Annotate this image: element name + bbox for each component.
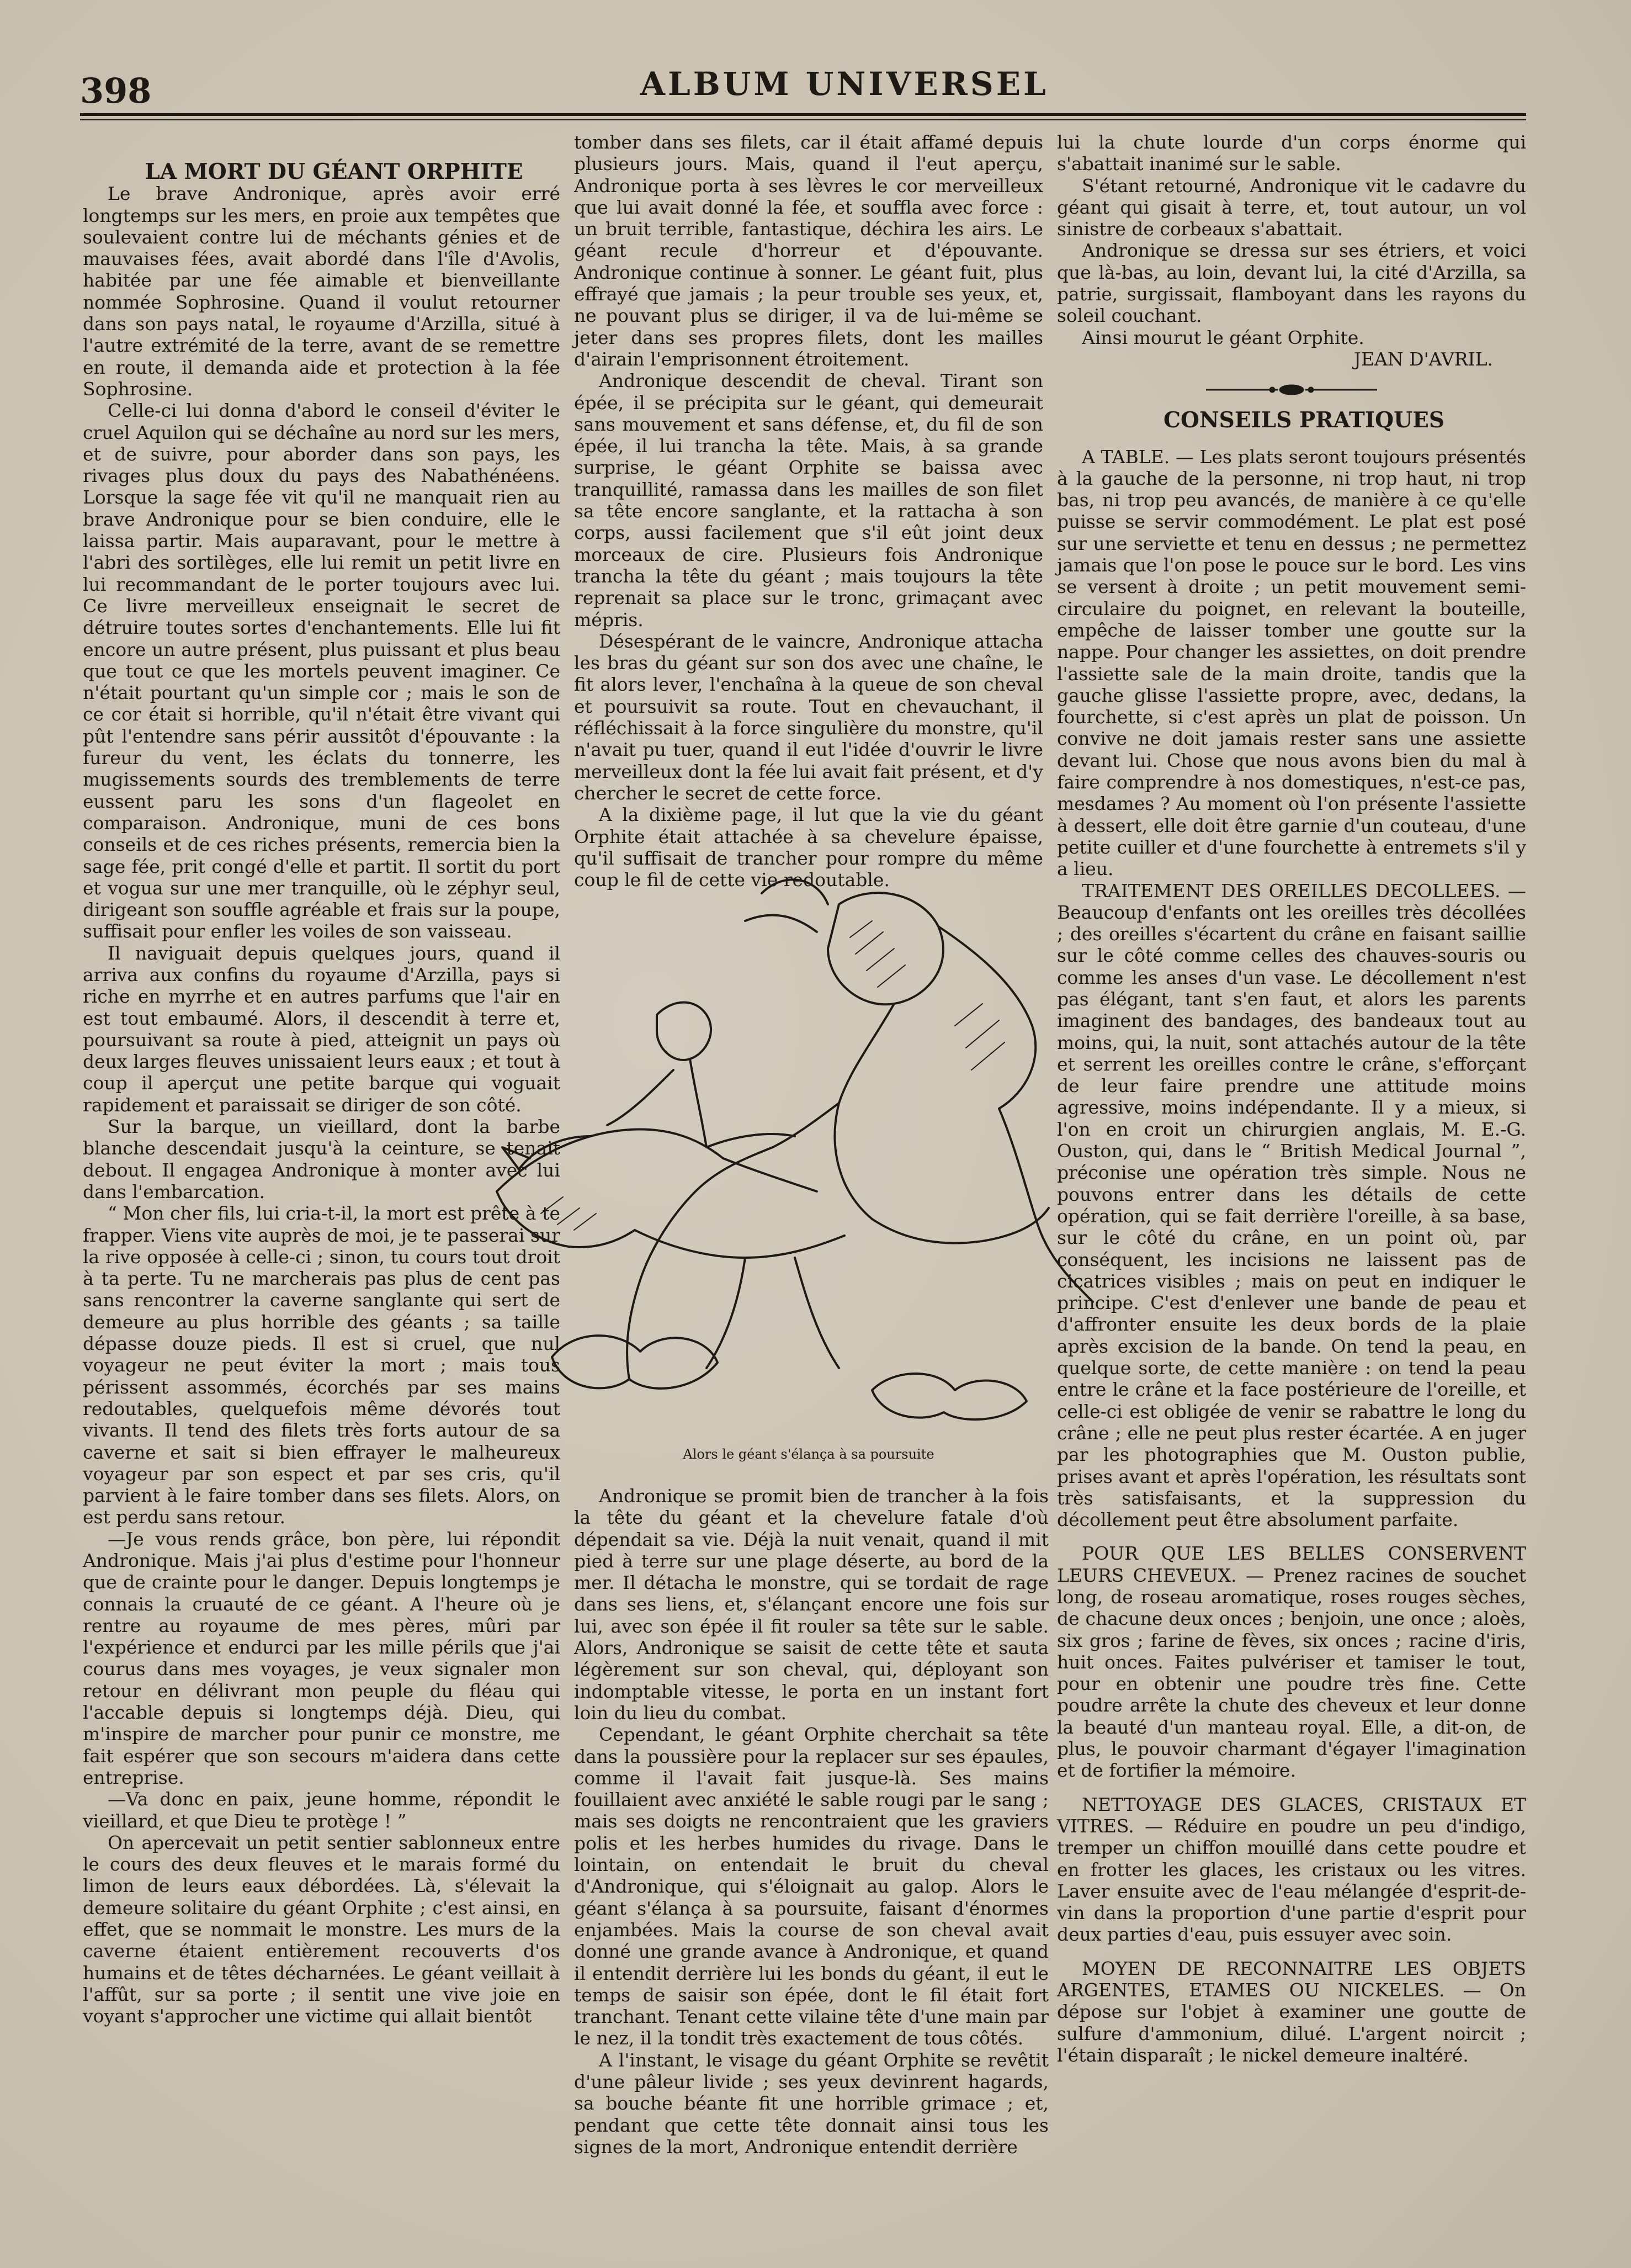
story-title: LA MORT DU GÉANT ORPHITE xyxy=(145,159,523,184)
story-paragraph: Celle-ci lui donna d'abord le conseil d'éviter le cruel Aquilon qui se déchaîne au nord sur les mers, et de suivre, pour aborder dans son pays, les rivages plus doux du pays des Nabathénéens. Lorsque la sage fée vit qu'il ne manquait rien au brave Andronique pour se bien conduire, elle le laissa partir. Mais auparavant, pour le mettre à l'abri des sortilèges, elle lui remit un petit livre en lui recommandant de le porter toujours avec lui. Ce livre merveilleux enseignait le secret de détruire toutes sortes d'enchantements. Elle lui fit encore un autre présent, plus puissant et plus beau que tout ce que les mortels peuvent imaginer. Ce n'était pourtant qu'un simple cor ; mais le son de ce cor était si horrible, qu'il n'était être vivant qui pût l'entendre sans périr aussitôt d'épouvante : la fureur du vent, les éclats du tonnerre, les mugissements sourds des tremblements de terre eussent paru les sons d'un flageolet en comparaison. Andronique, muni de ces bons conseils et de ces riches présents, remercia bien la sage fée, prit congé d'elle et partit. Il sortit du port et vogua sur une mer tranquille, où le zéphyr seul, dirigeant son souffle agréable et frais sur la poupe, suffisait pour enfler les voiles de son vaisseau. xyxy=(83,400,560,942)
story-paragraph: Andronique descendit de cheval. Tirant son épée, il se précipita sur le géant, qui demeurait sans mouvement et sans défense, et, du fil de son épée, il lui trancha la tête. Mais, à sa grande surprise, le géant Orphite se baissa avec tranquillité, ramassa dans les mailles de son filet sa tête encore sanglante, et la rattacha à son corps, aussi facilement que s'il eût joint deux morceaux de cire. Plusieurs fois Andronique trancha la tête du géant ; mais toujours la tête reprenait sa place sur le tronc, grimaçant avec mépris. xyxy=(574,370,1043,630)
story-paragraph: A la dixième page, il lut que la vie du géant Orphite était attachée à sa chevelure épaisse, qu'il suffisait de trancher pour rompre du même coup le fil de cette vie redoutable. xyxy=(574,804,1043,891)
advice-paragraph: MOYEN DE RECONNAITRE LES OBJETS ARGENTES, ETAMES OU NICKELES. — On dépose sur l'objet à examiner une goutte de sulfure d'ammonium, dilué. L'argent noircit ; l'étain disparaît ; le nickel demeure inaltéré. xyxy=(1057,1957,1526,2066)
story-paragraph: A l'instant, le visage du géant Orphite se revêtit d'une pâleur livide ; ses yeux devinrent hagards, sa bouche béante fit une horrible grimace ; et, pendant que cette tête donnait ainsi tous les signes de la mort, Andronique entendit derrière xyxy=(574,2049,1049,2158)
illustration-caption: Alors le géant s'élança à sa poursuite xyxy=(683,1446,934,1462)
advice-paragraph: NETTOYAGE DES GLACES, CRISTAUX ET VITRES. — Réduire en poudre un peu d'indigo, tremper un chiffon mouillé dans cette poudre et en frotter les glaces, les cristaux ou les vitres. Laver ensuite avec de l'eau mélangée d'esprit-de-vin dans la proportion d'une partie d'esprit pour deux parties d'eau, puis essuyer avec soin. xyxy=(1057,1793,1526,1946)
masthead: ALBUM UNIVERSEL xyxy=(640,65,1049,103)
story-paragraph: tomber dans ses filets, car il était affamé depuis plusieurs jours. Mais, quand il l'eut aperçu, Andronique porta à ses lèvres le cor merveilleux que lui avait donné la fée, et souffla avec force : un bruit terrible, fantastique, déchira les airs. Le géant recule d'horreur et d'épouvante. Andronique continue à sonner. Le géant fuit, plus effrayé que jamais ; la peur trouble ses yeux, et, ne pouvant plus se diriger, il va de lui-même se jeter dans ses propres filets, dont les mailles d'airain l'emprisonnent étroitement. xyxy=(574,131,1043,370)
illustration-giant-chase xyxy=(486,860,1131,1440)
story-paragraph: “ Mon cher fils, lui cria-t-il, la mort est prête à te frapper. Viens vite auprès de moi, je te passerai sur la rive opposée à celle-ci ; sinon, tu cours tout droit à ta perte. Tu ne marcherais pas plus de cent pas sans rencontrer la caverne sanglante qui sert de demeure au plus horrible des géants ; sa taille dépasse douze pieds. Il est si cruel, que nul voyageur ne peut éviter la mort ; mais tous périssent assommés, écorchés par ses mains redoutables, quelquefois même dévorés tout vivants. Il tend des filets très forts autour de sa caverne et sait si bien effrayer le malheureux voyageur par son espect et par ses cris, qu'il parvient à le faire tomber dans ses filets. Alors, on est perdu sans retour. xyxy=(83,1202,560,1528)
story-paragraph: Andronique se promit bien de trancher à la fois la tête du géant et la chevelure fatale d'où dépendait sa vie. Déjà la nuit venait, quand il mit pied à terre sur une plage déserte, au bord de la mer. Il détacha le monstre, qui se tordait de rage dans ses liens, et, s'élançant encore une fois sur lui, avec son épée il fit rouler sa tête sur le sable. Alors, Andronique se saisit de cette tête et sauta légèrement sur son cheval, qui, déployant son indomptable vitesse, le porta en un instant fort loin du lieu du combat. xyxy=(574,1485,1049,1724)
story-paragraph: Cependant, le géant Orphite cherchait sa tête dans la poussière pour la replacer sur ses épaules, comme il l'avait fait jusque-là. Ses mains fouillaient avec anxiété le sable rougi par le sang ; mais ses doigts ne rencontraient que les graviers polis et les herbes humides du rivage. Dans le lointain, on entendait le bruit du cheval d'Andronique, qui s'éloignait au galop. Alors le géant s'élança à sa poursuite, faisant d'énormes enjambées. Mais la course de son cheval avait donné une grande avance à Andronique, et quand il entendit derrière lui les bonds du géant, il eut le temps de saisir son épée, dont le fil était fort tranchant. Tenant cette vilaine tête d'une main par le nez, il la tondit très exactement de tous côtés. xyxy=(574,1724,1049,2049)
advice-paragraph: A TABLE. — Les plats seront toujours présentés à la gauche de la personne, ni trop haut, ni trop bas, ni trop peu avancés, de manière à ce qu'elle puisse se servir commodément. Le plat est posé sur une serviette et tenu en dessus ; ne permettez jamais que l'on pose le pouce sur le bord. Les vins se versent à droite ; un petit mouvement semi-circulaire du poignet, en relevant la bouteille, empêche de laisser tomber une goutte sur la nappe. Pour changer les assiettes, on doit prendre l'assiette sale de la main droite, tandis que la gauche glisse l'assiette propre, avec, dedans, la fourchette, si c'est après un plat de poisson. Un convive ne doit jamais rester sans une assiette devant lui. Chose que nous avons bien du mal à faire comprendre à nos domestiques, n'est-ce pas, mesdames ? Au moment où l'on présente l'assiette à dessert, elle doit être garnie d'un couteau, d'une petite cuiller et d'une fourchette à entremets s'il y a lieu. xyxy=(1057,446,1526,880)
author-signature: JEAN D'AVRIL. xyxy=(1353,348,1493,370)
header-rule xyxy=(80,113,1526,116)
advice-title: CONSEILS PRATIQUES xyxy=(1164,407,1444,433)
story-paragraph: Ainsi mourut le géant Orphite. xyxy=(1082,326,1364,348)
story-paragraph: —Va donc en paix, jeune homme, répondit le vieillard, et que Dieu te protège ! ” xyxy=(83,1788,560,1832)
story-column-2-bottom xyxy=(574,1485,1049,2158)
story-column-3 xyxy=(1057,131,1526,2066)
story-paragraph: Il naviguait depuis quelques jours, quand il arriva aux confins du royaume d'Arzilla, pays si riche en myrrhe et en autres parfums que l'air en est tout embaumé. Alors, il descendit à terre et, poursuivant sa route à pied, atteignit un pays où deux larges fleuves unissaient leurs eaux ; et tout à coup il aperçut une petite barque qui voguait rapidement et paraissait se diriger de son côté. xyxy=(83,942,560,1116)
story-paragraph: Sur la barque, un vieillard, dont la barbe blanche descendait jusqu'à la ceinture, se tenait debout. Il engagea Andronique à monter avec lui dans l'embarcation. xyxy=(83,1116,560,1202)
ornament-divider xyxy=(1200,380,1383,400)
story-paragraph: Le brave Andronique, après avoir erré longtemps sur les mers, en proie aux tempêtes que soulevaient contre lui de méchants génies et de mauvaises fées, avait abordé dans l'île d'Avolis, habitée par une fée aimable et bienveillante nommée Sophrosine. Quand il voulut retourner dans son pays natal, le royaume d'Arzilla, situé à l'autre extrémité de la terre, avant de se remettre en route, il demanda aide et protection à la fée Sophrosine. xyxy=(83,183,560,400)
story-paragraph: On apercevait un petit sentier sablonneux entre le cours des deux fleuves et le marais formé du limon de leurs eaux débordées. Là, s'élevait la demeure solitaire du géant Orphite ; c'est ainsi, en effet, que se nommait le monstre. Les murs de la caverne étaient entièrement recouverts d'os humains et de têtes décharnées. Le géant veillait à l'affût, sur sa porte ; il sentit une vive joie en voyant s'approcher une victime qui allait bientôt xyxy=(83,1831,560,2027)
advice-paragraph: TRAITEMENT DES OREILLES DECOLLEES. — Beaucoup d'enfants ont les oreilles très décollées ; des oreilles s'écartent du crâne en faisant saillie sur le côté comme celles des chauves-souris ou comme les anses d'un vase. Le décollement n'est pas élégant, tant s'en faut, et alors les parents imaginent des bandages, des bandeaux tout au moins, qui, la nuit, sont attachés autour de la tête et serrent les oreilles contre le crâne, s'efforçant de leur faire prendre une attitude moins agressive, moins indépendante. Il y a mieux, si l'on en croit un chirurgien anglais, M. E.-G. Ouston, qui, dans le “ British Medical Journal ”, préconise une opération très simple. Nous ne pouvons entrer dans les détails de cette opération, qui se fait derrière l'oreille, à sa base, sur le côté du crâne, en un point où, par conséquent, les incisions ne laissent pas de cicatrices visibles ; mais on peut en indiquer le principe. C'est d'enlever une bande de peau et d'affronter ensuite les deux bords de la plaie après excision de la bande. On tend la peau, en quelque sorte, de cette manière : on tend la peau entre le crâne et la face postérieure de l'oreille, et celle-ci est obligée de venir se rabattre le long du crâne ; elle ne peut plus rester écartée. A en juger par les photographies que M. Ouston publie, prises avant et après l'opération, les résultats sont très satisfaisants, et la suppression du décollement peut être absolument parfaite. xyxy=(1057,879,1526,1531)
story-paragraph: Désespérant de le vaincre, Andronique attacha les bras du géant sur son dos avec une chaîne, le fit alors lever, l'enchaîna à la queue de son cheval et poursuivit sa route. Tout en chevauchant, il réfléchissait à la force singulière du monstre, qu'il n'avait pu tuer, quand il eut l'idée d'ouvrir le livre merveilleux dont la fée lui avait fait présent, et d'y chercher le secret de cette force. xyxy=(574,630,1043,804)
page-number: 398 xyxy=(80,71,152,111)
story-paragraph: —Je vous rends grâce, bon père, lui répondit Andronique. Mais j'ai plus d'estime pour l'honneur que de crainte pour le danger. Depuis longtemps je connais la cruauté de ce géant. A l'heure où je rentre au royaume de mes pères, mûri par l'expérience et endurci par les mille périls que j'ai courus dans mes voyages, je veux signaler mon retour en délivrant mon peuple du fléau qui l'accable depuis si longtemps déjà. Dieu, qui m'inspire de marcher pour punir ce monstre, me fait espérer que son secours m'aidera dans cette entreprise. xyxy=(83,1528,560,1788)
story-paragraph: S'étant retourné, Andronique vit le cadavre du géant qui gisait à terre, et, tout autour, un vol sinistre de corbeaux s'abattait. xyxy=(1057,174,1526,240)
header-rule-thin xyxy=(80,119,1526,120)
story-paragraph: lui la chute lourde d'un corps énorme qui s'abattait inanimé sur le sable. xyxy=(1057,131,1526,175)
story-paragraph: Andronique se dressa sur ses étriers, et voici que là-bas, au loin, devant lui, la cité d'Arzilla, sa patrie, surgissait, flamboyant dans les rayons du soleil couchant. xyxy=(1057,240,1526,327)
advice-paragraph: POUR QUE LES BELLES CONSERVENT LEURS CHEVEUX. — Prenez racines de souchet long, de roseau aromatique, roses rouges sèches, de chacune deux onces ; benjoin, une once ; aloès, six gros ; farine de fèves, six onces ; racine d'iris, huit onces. Faites pulvériser et tamiser le tout, pour en obtenir une poudre très fine. Cette poudre arrête la chute des cheveux et leur donne la beauté d'un manteau royal. Elle, a dit-on, de plus, le pouvoir charmant d'égayer l'imagination et de fortifier la mémoire. xyxy=(1057,1543,1526,1782)
story-column-2-top xyxy=(574,131,1043,891)
